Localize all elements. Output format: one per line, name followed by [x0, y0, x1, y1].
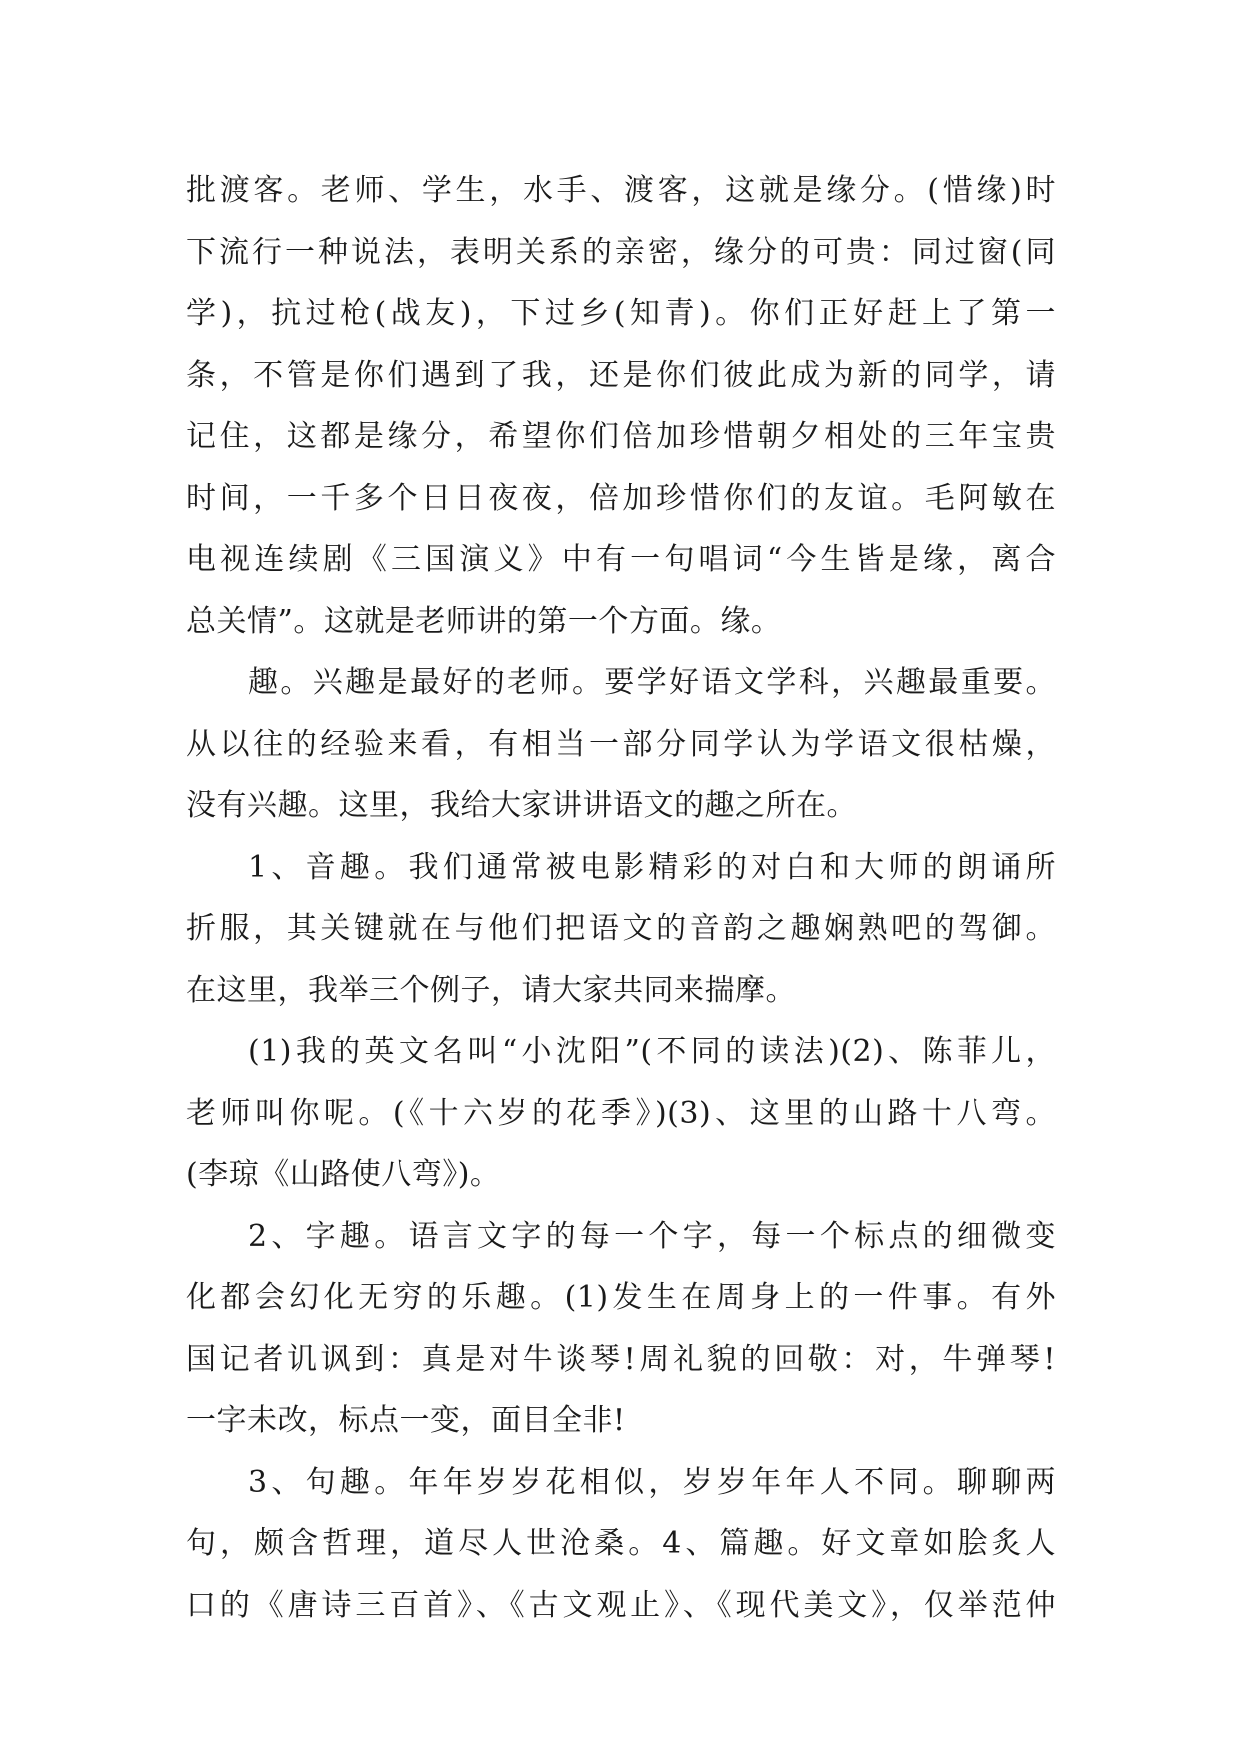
- text-line: 从以往的经验来看，有相当一部分同学认为学语文很枯燥，: [186, 726, 1056, 762]
- text-line: 电视连续剧《三国演义》中有一句唱词“今生皆是缘，离合: [186, 542, 1056, 577]
- text-line: 3、句趣。年年岁岁花相似，岁岁年年人不同。聊聊两: [248, 1464, 1056, 1500]
- text-line: 在这里，我举三个例子，请大家共同来揣摩。: [186, 972, 796, 1008]
- text-line: 老师叫你呢。(《十六岁的花季》)(3)、这里的山路十八弯。: [186, 1095, 1056, 1131]
- text-line: (1)我的英文名叫“小沈阳”(不同的读法)(2)、陈菲儿，: [248, 1034, 1056, 1069]
- text-line: 折服，其关键就在与他们把语文的音韵之趣娴熟吧的驾御。: [186, 911, 1056, 946]
- document-body: [186, 160, 1056, 1636]
- text-line: 化都会幻化无穷的乐趣。(1)发生在周身上的一件事。有外: [186, 1280, 1056, 1315]
- text-line: (李琼《山路使八弯》)。: [186, 1157, 501, 1192]
- text-line: 时间，一千多个日日夜夜，倍加珍惜你们的友谊。毛阿敏在: [186, 480, 1056, 516]
- text-line: 下流行一种说法，表明关系的亲密，缘分的可贵：同过窗(同: [186, 234, 1056, 270]
- text-line: 2、字趣。语言文字的每一个字，每一个标点的细微变: [248, 1218, 1056, 1254]
- text-line: 学)，抗过枪(战友)，下过乡(知青)。你们正好赶上了第一: [186, 296, 1056, 331]
- text-line: 1、音趣。我们通常被电影精彩的对白和大师的朗诵所: [248, 849, 1056, 885]
- text-line: 批渡客。老师、学生，水手、渡客，这就是缘分。(惜缘)时: [186, 173, 1056, 208]
- text-line: 总关情”。这就是老师讲的第一个方面。缘。: [186, 603, 782, 639]
- text-line: 一字未改，标点一变，面目全非!: [186, 1403, 626, 1438]
- text-line: 国记者讥讽到：真是对牛谈琴!周礼貌的回敬：对，牛弹琴!: [186, 1341, 1056, 1377]
- text-line: 没有兴趣。这里，我给大家讲讲语文的趣之所在。: [186, 788, 857, 823]
- text-line: 句，颇含哲理，道尽人世沧桑。4、篇趣。好文章如脍炙人: [186, 1526, 1056, 1561]
- text-line: 记住，这都是缘分，希望你们倍加珍惜朝夕相处的三年宝贵: [186, 419, 1056, 454]
- text-line: 口的《唐诗三百首》、《古文观止》、《现代美文》，仅举范仲: [186, 1587, 1056, 1623]
- text-line: 趣。兴趣是最好的老师。要学好语文学科，兴趣最重要。: [248, 665, 1056, 700]
- text-line: 条，不管是你们遇到了我，还是你们彼此成为新的同学，请: [186, 357, 1056, 393]
